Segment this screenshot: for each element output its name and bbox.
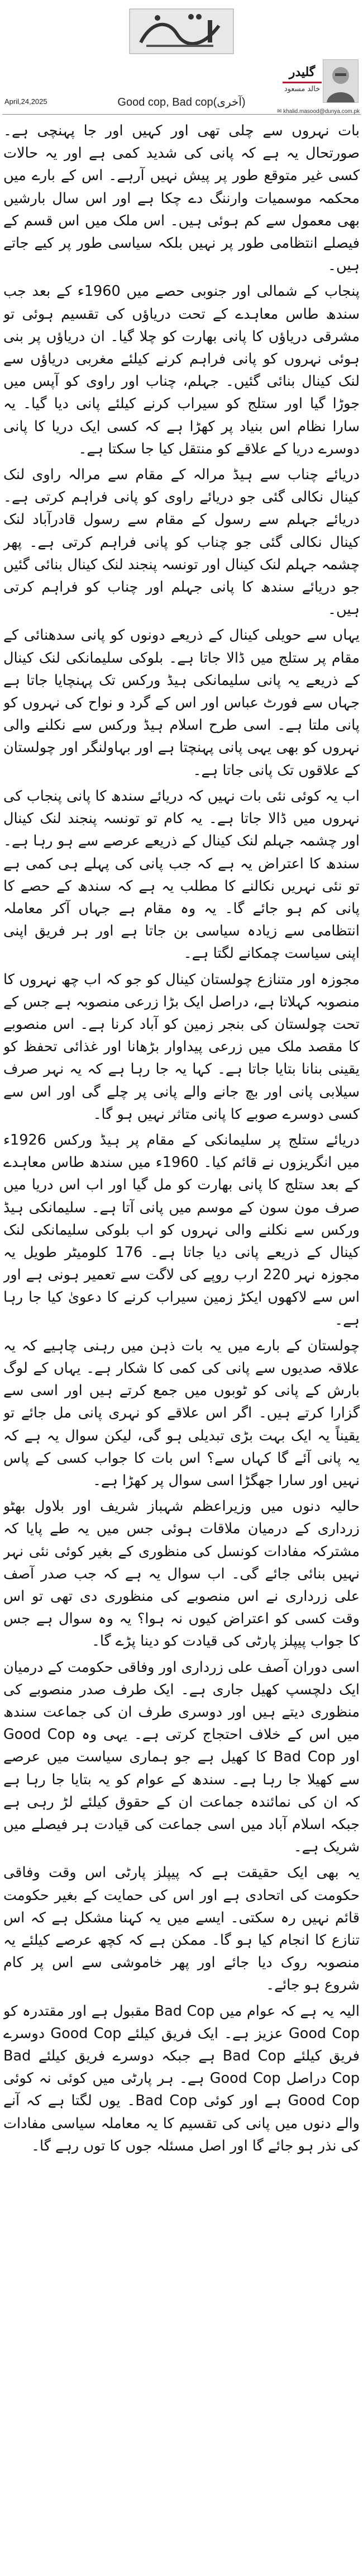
- paragraph: مجوزہ اور متنازع چولستان کینال کو جو کہ اب چھ نہروں کا منصوبہ کہلاتا ہے، دراصل ایک بڑا زرعی منصوبہ ہے جس کے تحت چولستان کی بنجر زمین کو آباد کرنا ہے۔ اس منصوبے کا مقصد ملک میں زرعی پیداوار بڑھانا اور غذائی تحفظ کو یقینی بنانا بتایا جاتا ہے۔ کہا یہ جا رہا ہے کہ یہ نہر صرف سیلابی پانی اور بچ جانے والے پانی پر چلے گی اور اس سے کسی دوسرے صوبے کا پانی متاثر نہیں ہو گا۔: [3, 971, 360, 1123]
- paragraph: چولستان کے بارے میں یہ بات ذہن میں رہنی چاہیے کہ یہ علاقہ صدیوں سے پانی کی کمی کا شکار ہے۔ یہاں کے لوگ بارش کے پانی کو ٹوبوں میں جمع کرتے ہیں اور اسی سے گزارا کرتے ہیں۔ اگر اس علاقے کو نہری پانی مل جائے تو یقیناً یہ ایک بہت بڑی تبدیلی ہو گی، لیکن سوال یہ ہے کہ یہ پانی آئے گا کہاں سے؟ اس بات کا جواب کسی کے پاس نہیں اور سارا جھگڑا اسی سوال پر کھڑا ہے۔: [3, 1337, 360, 1489]
- meta-row: [0, 92, 363, 116]
- article-title: (آخری)Good cop, Bad cop: [117, 96, 246, 108]
- publish-date: April,24,2025: [4, 97, 47, 106]
- author-name: خالد مسعود: [284, 85, 321, 93]
- dunya-logo: [124, 3, 239, 59]
- paragraph: دریائے ستلج پر سلیمانکی کے مقام پر ہیڈ ورکس 1926ء میں انگریزوں نے قائم کیا۔ 1960ء میں سندھ طاس معاہدے کے بعد ستلج کا پانی بھارت کو مل گیا اور اب اس دریا میں صرف مون سون کے موسم میں پانی آتا ہے۔ سلیمانکی ہیڈ ورکس سے نکلنے والی نہروں کو اب بلوکی سلیمانکی لنک کینال کے ذریعے پانی دیا جاتا ہے۔ 176 کلومیٹر طویل یہ مجوزہ نہر 220 ارب روپے کی لاگت سے تعمیر ہونی ہے اور اس سے لاکھوں ایکڑ زمین سیراب کرنے کا دعویٰ کیا جا رہا ہے۔: [3, 1131, 360, 1329]
- column-logo: گلیدر: [283, 63, 322, 83]
- email-icon: ✉: [276, 108, 284, 115]
- author-email-text[interactable]: khalid.masood@dunya.com.pk: [283, 108, 360, 115]
- dunya-logo-icon: [124, 3, 239, 59]
- paragraph: اسی دوران آصف علی زرداری اور وفاقی حکومت کے درمیان ایک دلچسپ کھیل جاری ہے۔ ایک طرف صدر منصوبے کی منظوری دیتے ہیں اور دوسری طرف ان کی جماعت سندھ میں اس کے خلاف احتجاج کرتی ہے۔ یہی وہ Good Cop اور Bad Cop کا کھیل ہے جو ہماری سیاست میں عرصے سے کھیلا جا رہا ہے۔ سندھ کے عوام کو یہ بتایا جا رہا ہے کہ ان کی نمائندہ جماعت ان کے حقوق کیلئے لڑ رہی ہے جبکہ اسلام آباد میں اسی جماعت کی قیادت ہر فیصلے میں شریک ہے۔: [3, 1658, 360, 1856]
- paragraph: یہاں سے حویلی کینال کے ذریعے دونوں کو پانی سدھنائی کے مقام پر ستلج میں ڈالا جاتا ہے۔ بلوکی سلیمانکی لنک کینال کے ذریعے یہ پانی سلیمانکی ہیڈ ورکس تک پہنچایا جاتا ہے جہاں سے فورٹ عباس اور اس کے گرد و نواح کی نہروں کو پانی ملتا ہے۔ اسی طرح اسلام ہیڈ ورکس سے نکلنے والی نہروں کو بھی یہی پانی پہنچتا ہے اور بہاولنگر اور چولستان کے علاقوں تک پانی جاتا ہے۔: [3, 627, 360, 779]
- paragraph: الیہ یہ ہے کہ عوام میں Bad Cop مقبول ہے اور مقتدرہ کو Good Cop عزیز ہے۔ ایک فریق کیلئے Good Cop دوسرے فریق کیلئے Bad Cop ہے جبکہ دوسرے فریق کیلئے Bad Cop دراصل Good Cop ہے۔ ہر پارٹی میں کوئی نہ کوئی Good Cop ہے اور کوئی Bad Cop۔ یوں لگتا ہے کہ آنے والے دنوں میں پانی کی تقسیم کا یہ معاملہ سیاسی مفادات کی نذر ہو جائے گا اور اصل مسئلہ جوں کا توں رہے گا۔: [3, 2002, 360, 2154]
- paragraph: حالیہ دنوں میں وزیراعظم شہباز شریف اور بلاول بھٹو زرداری کے درمیان ملاقات ہوئی جس میں یہ طے پایا کہ مشترکہ مفادات کونسل کی منظوری کے بغیر کوئی نئی نہر نہیں بنائی جائے گی۔ اب سوال یہ ہے کہ جب صدر آصف علی زرداری نے اس منصوبے کی منظوری دی تھی تو اس وقت کسی کو اعتراض کیوں نہ ہوا؟ یہ وہ سوال ہے جس کا جواب پیپلز پارٹی کی قیادت کو دینا پڑے گا۔: [3, 1498, 360, 1650]
- masthead: [0, 0, 363, 117]
- paragraph: یہ بھی ایک حقیقت ہے کہ پیپلز پارٹی اس وقت وفاقی حکومت کی اتحادی ہے اور اس کی حمایت کے بغیر حکومت قائم نہیں رہ سکتی۔ ایسے میں یہ کہنا مشکل ہے کہ اس تنازع کا انجام کیا ہو گا۔ ممکن ہے کہ کچھ عرصے کیلئے یہ منصوبہ روک دیا جائے اور پھر خاموشی سے اس پر کام شروع ہو جائے۔: [3, 1864, 360, 1994]
- paragraph: دریائے چناب سے ہیڈ مرالہ کے مقام سے مرالہ راوی لنک کینال نکالی گئی جو دریائے راوی کو پانی فراہم کرتی ہے۔ دریائے جہلم سے رسول کے مقام سے رسول قادرآباد لنک کینال نکالی گئی جو چناب کو پانی فراہم کرتی ہے۔ پھر چشمہ جہلم لنک کینال اور تونسہ پنجند لنک کینال بنائی گئیں جو دریائے سندھ کا پانی جہلم اور چناب کو فراہم کرتی ہیں۔: [3, 466, 360, 618]
- paragraph: بات نہروں سے چلی تھی اور کہیں اور جا پہنچی ہے۔ صورتحال یہ ہے کہ پانی کی شدید کمی ہے اور یہ حالات کسی غیر متوقع طور پر پیش نہیں آرہے۔ اس کے بارے میں محکمہ موسمیات وارننگ دے چکا ہے اور اس سال بارشیں بھی معمول سے کم ہوئی ہیں۔ اس ملک میں اس قسم کے فیصلے انتظامی طور پر نہیں بلکہ سیاسی طور پر کیے جاتے ہیں۔: [3, 122, 360, 275]
- header-divider: [2, 114, 361, 115]
- paragraph: پنجاب کے شمالی اور جنوبی حصے میں 1960ء کے بعد جب سندھ طاس معاہدے کے تحت دریاؤں کی تقسیم ہوئی تو مشرقی دریاؤں کا پانی بھارت کو چلا گیا۔ ان دریاؤں پر بنی ہوئی نہروں کو پانی فراہم کرنے کیلئے مغربی دریاؤں سے لنک کینال بنائی گئیں۔ جہلم، چناب اور راوی کو آپس میں جوڑا گیا اور ستلج کو سیراب کرنے کیلئے پانی دیا گیا۔ یہ سارا نظام اس بنیاد پر کھڑا ہے کہ کسی ایک دریا کا پانی دوسرے دریا کے علاقے کو منتقل کیا جا سکتا ہے۔: [3, 283, 360, 457]
- article-body: [3, 120, 360, 2569]
- paragraph: اب یہ کوئی نئی بات نہیں کہ دریائے سندھ کا پانی پنجاب کی نہروں میں ڈالا جاتا ہے۔ یہ کام تو تونسہ پنجند لنک کینال اور چشمہ جہلم لنک کینال کے ذریعے عرصے سے ہو رہا ہے۔ سندھ کا اعتراض یہ ہے کہ جب پانی کی پہلے ہی کمی ہے تو نئی نہریں نکالنے کا مطلب یہ ہے کہ سندھ کے حصے کا پانی کم ہو جائے گا۔ یہ وہ مقام ہے جہاں آکر معاملہ انتظامی سے زیادہ سیاسی بن جاتا ہے اور ہر فریق اپنی اپنی سیاست چمکانے لگتا ہے۔: [3, 787, 360, 962]
